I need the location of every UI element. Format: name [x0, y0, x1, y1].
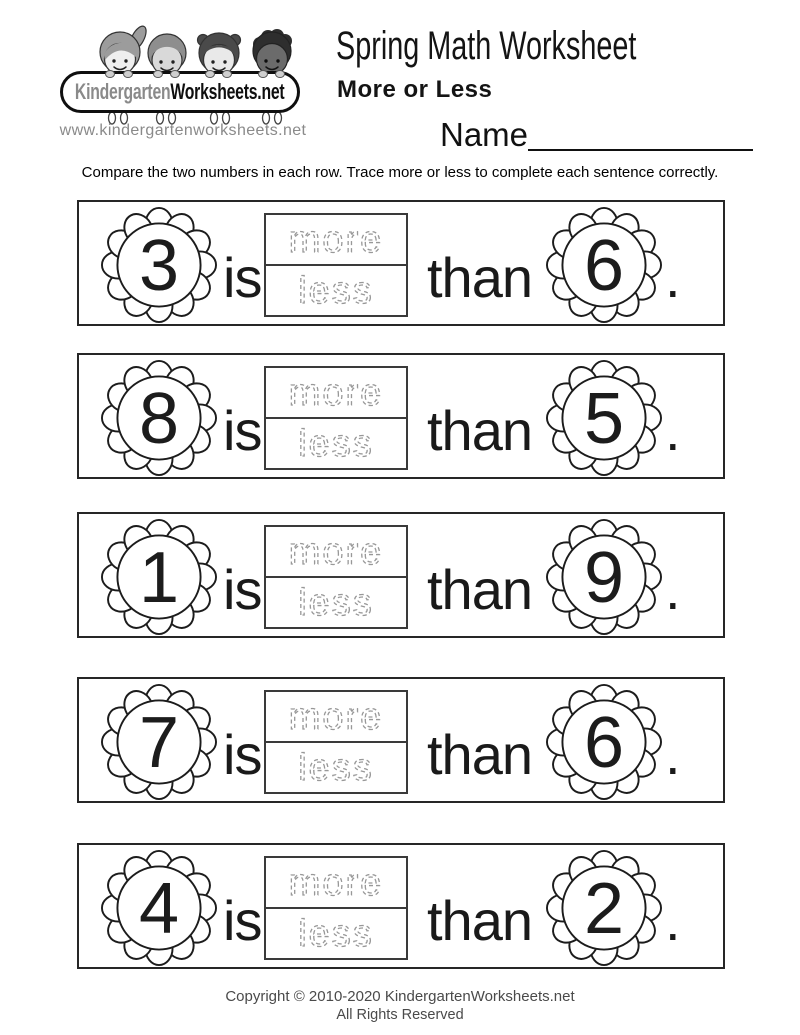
trace-more-cell[interactable] — [266, 215, 406, 264]
trace-box — [264, 856, 408, 960]
word-is: is — [223, 558, 262, 621]
flower-number: 9 — [583, 538, 625, 618]
worksheet-row — [77, 677, 725, 803]
worksheet-row — [77, 200, 725, 326]
flower-number: 7 — [138, 703, 180, 783]
trace-more-cell[interactable] — [266, 692, 406, 741]
sentence-period: . — [665, 723, 680, 786]
trace-word-more[interactable]: more — [288, 695, 384, 738]
logo-text-worksheets: Worksheets.net — [170, 79, 285, 104]
trace-word-less[interactable]: less — [298, 581, 374, 624]
trace-word-less[interactable]: less — [298, 422, 374, 465]
kids-hands-icon — [74, 67, 296, 81]
flower-number-right — [546, 519, 662, 635]
worksheet-row — [77, 353, 725, 479]
flower-number: 6 — [583, 226, 625, 306]
trace-less-cell[interactable] — [266, 264, 406, 315]
flower-number-right — [546, 684, 662, 800]
word-is: is — [223, 723, 262, 786]
trace-word-less[interactable]: less — [298, 912, 374, 955]
sentence-period: . — [665, 399, 680, 462]
trace-more-cell[interactable] — [266, 527, 406, 576]
trace-word-less[interactable]: less — [298, 746, 374, 789]
word-than: than — [427, 889, 532, 952]
word-than: than — [427, 246, 532, 309]
flower-number: 2 — [583, 869, 625, 949]
sentence-period: . — [665, 889, 680, 952]
site-url: www.kindergartenworksheets.net — [59, 122, 307, 139]
trace-more-cell[interactable] — [266, 858, 406, 907]
trace-word-more[interactable]: more — [288, 371, 384, 414]
flower-number-right — [546, 850, 662, 966]
flower-number: 5 — [583, 379, 625, 459]
flower-number: 3 — [138, 226, 180, 306]
flower-number: 4 — [138, 869, 180, 949]
copyright-text: Copyright © 2010-2020 KindergartenWorksheets.net — [225, 988, 575, 1005]
trace-less-cell[interactable] — [266, 741, 406, 792]
word-is: is — [223, 889, 262, 952]
site-logo — [58, 10, 308, 148]
trace-box — [264, 690, 408, 794]
word-is: is — [223, 399, 262, 462]
flower-number-left — [101, 360, 217, 476]
word-than: than — [427, 558, 532, 621]
trace-word-more[interactable]: more — [288, 861, 384, 904]
page-title: Spring Math Worksheet — [336, 24, 637, 68]
trace-less-cell[interactable] — [266, 417, 406, 468]
flower-number: 8 — [138, 379, 180, 459]
trace-box — [264, 213, 408, 317]
trace-box — [264, 525, 408, 629]
page-subtitle: More or Less — [337, 76, 493, 103]
trace-box — [264, 366, 408, 470]
name-blank-line[interactable] — [528, 123, 753, 151]
logo-text-kindergarten: Kindergarten — [75, 79, 171, 104]
sentence-period: . — [665, 246, 680, 309]
trace-more-cell[interactable] — [266, 368, 406, 417]
word-than: than — [427, 723, 532, 786]
worksheet-row — [77, 843, 725, 969]
instructions-text: Compare the two numbers in each row. Trace more or less to complete each sentence correctly. — [81, 164, 719, 181]
flower-number-right — [546, 360, 662, 476]
word-than: than — [427, 399, 532, 462]
flower-number-left — [101, 850, 217, 966]
sentence-period: . — [665, 558, 680, 621]
flower-number-right — [546, 207, 662, 323]
trace-less-cell[interactable] — [266, 907, 406, 958]
flower-number-left — [101, 207, 217, 323]
flower-number: 1 — [138, 538, 180, 618]
word-is: is — [223, 246, 262, 309]
flower-number: 6 — [583, 703, 625, 783]
flower-number-left — [101, 519, 217, 635]
name-label: Name — [440, 116, 529, 153]
trace-word-less[interactable]: less — [298, 269, 374, 312]
rights-text: All Rights Reserved — [336, 1007, 464, 1023]
page-footer — [0, 988, 800, 1023]
flower-number-left — [101, 684, 217, 800]
trace-word-more[interactable]: more — [288, 218, 384, 261]
logo-banner-text — [75, 79, 285, 105]
trace-word-more[interactable]: more — [288, 530, 384, 573]
name-field — [440, 118, 753, 151]
worksheet-row — [77, 512, 725, 638]
trace-less-cell[interactable] — [266, 576, 406, 627]
